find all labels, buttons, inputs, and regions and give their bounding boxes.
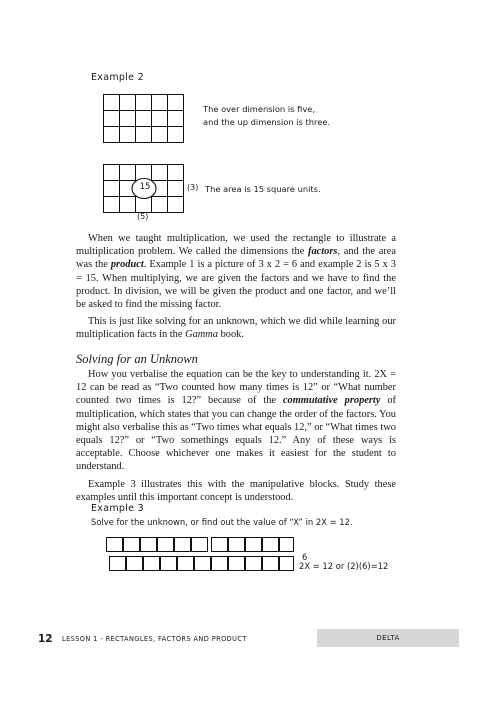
over-dimension-label: (5) (137, 212, 149, 221)
grid-5-by-3 (103, 94, 185, 144)
manipulative-blocks (105, 536, 295, 574)
text-run: This is just like solving for an unknown, which we did while learning our multiplication facts in the (76, 316, 396, 341)
lesson-title: LESSON 1 - RECTANGLES, FACTORS AND PRODUCT (62, 635, 247, 643)
footer-book-bar (317, 629, 459, 647)
body-text-intro (76, 232, 396, 342)
text-run: When we taught multiplication, we used the rectangle to illustrate a multiplication problem. We called the dimensions the (76, 233, 396, 258)
up-dimension-label: (3) (187, 183, 199, 192)
bold-term: commutative property (282, 395, 381, 407)
paragraph (76, 232, 396, 311)
bold-term: factors (308, 246, 338, 258)
area-label: 15 (139, 182, 151, 192)
italic-term: Gamma (185, 329, 218, 341)
area-caption: The area is 15 square units. (205, 184, 321, 194)
text-run: of multiplication, which states that you can change the order of the factors. You might also verbalise this as “Two times what equals 12,” or “What times two equals 12?” or “Two somethings equals 12.” Any of these ways is acceptable. Choose whichever one makes it easiest for the student to understand. (76, 395, 396, 473)
paragraph (76, 478, 396, 504)
text-run: book. (217, 329, 244, 341)
page-number: 12 (38, 633, 53, 645)
paragraph (76, 315, 396, 341)
answer-six: 6 (302, 552, 308, 562)
answer-equation: 2X = 12 or (2)(6)=12 (299, 561, 389, 571)
example-3-instruction: Solve for the unknown, or find out the value of “X” in 2X = 12. (91, 517, 353, 527)
book-title: DELTA (376, 634, 400, 642)
caption-line-1: The over dimension is five, (203, 104, 315, 114)
example-2-caption (203, 103, 330, 129)
example-3-heading: Example 3 (91, 503, 144, 514)
paragraph (76, 368, 396, 474)
caption-line-2: and the up dimension is three. (203, 117, 331, 127)
text-run: How you verbalise the equation can be the key to understanding it. 2X = 12 can be read as “Two counted how many times is 12” or “What number counted two times is 12?” because of the (76, 369, 396, 407)
text-run: . Example 1 is a picture of 3 x 2 = 6 and example 2 is 5 x 3 = 15. When multiplying, we are given the factors and we have to find the product. In division, we will be given the product and one factor, and we’ll be asked to find the missing factor. (76, 259, 396, 311)
example-2-heading: Example 2 (91, 72, 144, 83)
text-run: , and the area was the (76, 246, 396, 271)
text-run: Example 3 illustrates this with the manipulative blocks. Study these examples until this important concept is understood. (76, 478, 396, 503)
section-heading: Solving for an Unknown (76, 352, 198, 366)
bold-term: product (110, 259, 144, 271)
body-text-unknown (76, 368, 396, 504)
